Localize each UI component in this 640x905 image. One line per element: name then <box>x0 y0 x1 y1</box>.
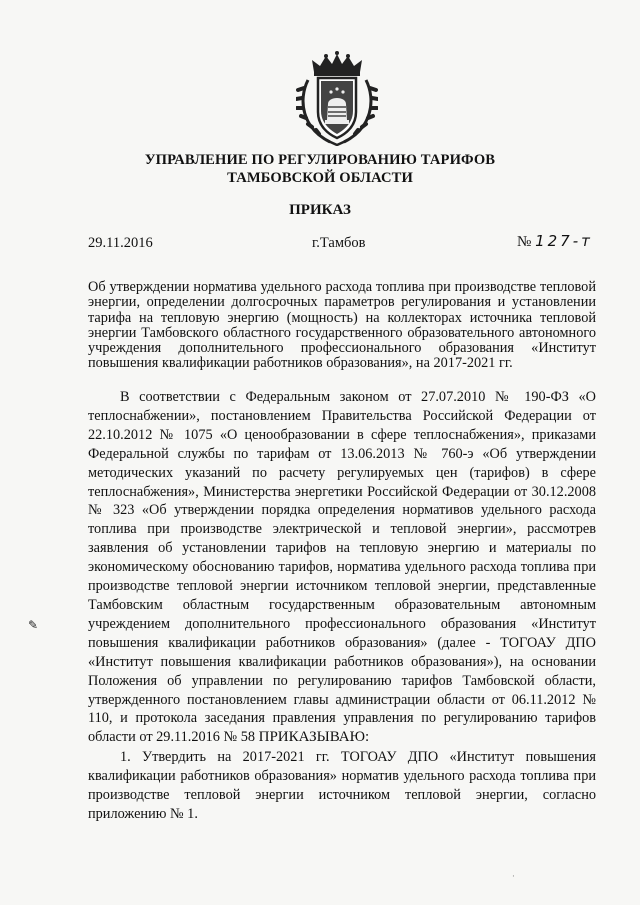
order-item-1: 1. Утвердить на 2017-2021 гг. ТОГОАУ ДПО «Институт повышения квалификации работников образования» норматив удельного расхода топлива при производстве тепловой энергии источником тепловой энергии, согласно приложению № 1. <box>88 749 596 822</box>
scan-speck: ✎ <box>28 618 39 632</box>
authority-name-line-2: ТАМБОВСКОЙ ОБЛАСТИ <box>227 170 413 186</box>
tambov-coat-of-arms-emblem <box>296 50 378 146</box>
handwritten-number: 127-т <box>535 232 593 250</box>
number-sign: № <box>517 234 532 250</box>
document-city: г.Тамбов <box>312 235 366 251</box>
issuing-authority <box>60 151 580 187</box>
authority-name-line-1: УПРАВЛЕНИЕ ПО РЕГУЛИРОВАНИЮ ТАРИФОВ <box>144 152 496 168</box>
document-type-heading: ПРИКАЗ <box>289 202 351 218</box>
preamble-text: В соответствии с Федеральным законом от 27.07.2010 № 190-ФЗ «О теплоснабжении», постановлением Правительства Российской Федерации от 22.10.2012 № 1075 «О ценообразовании в сфере теплоснабжения», приказами Федеральной службы по тарифам от 13.06.2013 № 760-э «Об утверждении методических указаний по расчету регулируемых цен (тарифов) в сфере теплоснабжения», Министерства энергетики Российской Федерации от 30.12.2008 № 323 «Об утверждении порядка определения нормативов удельного расхода топлива при производстве электрической и тепловой энергии», рассмотрев заявления об установлении тарифов на тепловую энергию и материалы по экономическому обоснованию тарифов, норматива удельного расхода топлива при производстве тепловой энергии источником тепловой энергии, представленные Тамбовским областным государственным образовательным автономным учреждением дополнительного профессионального образования «Институт повышения квалификации работников образования» (далее - ТОГОАУ ДПО «Институт повышения квалификации работников образования»), на основании Положения об управлении по регулированию тарифов Тамбовской области, утвержденного постановлением главы администрации области от 06.11.2012 № 110, и протокола заседания правления управления по регулированию тарифов области от 29.11.2016 № 58 <box>88 389 596 746</box>
document-number <box>517 232 593 251</box>
order-subject: Об утверждении норматива удельного расхода топлива при производстве тепловой энергии, определении долгосрочных параметров регулирования и установлении тарифа на тепловую энергию (мощность) на коллекторах источника тепловой энергии Тамбовского областного государственного образовательного автономного учреждения дополнительного профессионального образования «Институт повышения квалификации работников образования», на 2017-2021 гг. <box>88 279 596 372</box>
scan-speck: · <box>512 872 515 882</box>
document-date: 29.11.2016 <box>88 235 153 251</box>
order-keyword: ПРИКАЗЫВАЮ: <box>258 729 370 746</box>
order-preamble <box>88 388 596 747</box>
